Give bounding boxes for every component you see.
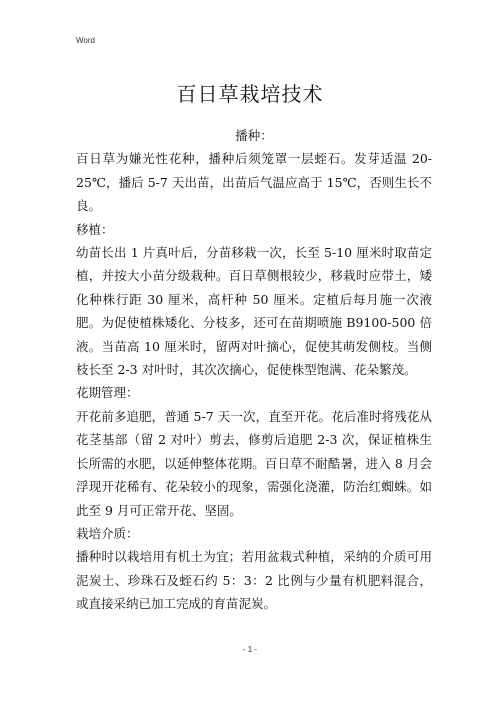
section-heading-medium: 栽培介质：: [76, 525, 139, 541]
section-heading-sowing: 播种：: [235, 128, 273, 143]
page-number: - 1 -: [242, 645, 258, 654]
section-text-transplant: 幼苗长出 1 片真叶后，分苗移栽一次，长至 5-10 厘米时取苗定植，并按大小苗分级栽种。百日草侧根较少，移栽时应带土，矮化种株行距 30 厘米，高杆种 50 厘米。定植后每月施一次液肥。为促使植株矮化、分枝多，还可在苗期喷施 B9100-500 倍液。当苗高 10 厘米时，留两对叶摘心，促使其萌发侧枝。当侧枝长至 2-3 对叶时，其次次摘心，促使株型饱满、花朵繁茂。: [76, 245, 432, 378]
section-text-medium: 播种时以栽培用有机土为宜；若用盆栽式种植，采纳的介质可用泥炭土、珍珠石及蛭石约 5：3：2 比例与少量有机肥料混合，或直接采纳已加工完成的育苗泥炭。: [76, 549, 432, 612]
page-title: 百日草栽培技术: [176, 82, 324, 106]
section-text-sowing: 百日草为嫌光性花种，播种后须笼罩一层蛭石。发芽适温 20-25℃，播后 5-7 天出苗，出苗后气温应高于 15℃，否则生长不良。: [76, 151, 432, 214]
section-heading-flowering: 花期管理：: [76, 385, 139, 401]
document-body: [76, 124, 432, 616]
app-label: Word: [76, 36, 95, 45]
section-text-flowering: 开花前多追肥，普通 5-7 天一次，直至开花。花后准时将残花从花茎基部（留 2 对叶）剪去，修剪后追肥 2-3 次，保证植株生长所需的水肥，以延伸整体花期。百日草不耐酷暑，进入 8 月会浮现开花稀有、花朵较小的现象，需强化浇灌，防治红蜘蛛。如此至 9 月可正常开花、坚固。: [76, 408, 432, 518]
section-heading-transplant: 移植：: [76, 221, 114, 237]
